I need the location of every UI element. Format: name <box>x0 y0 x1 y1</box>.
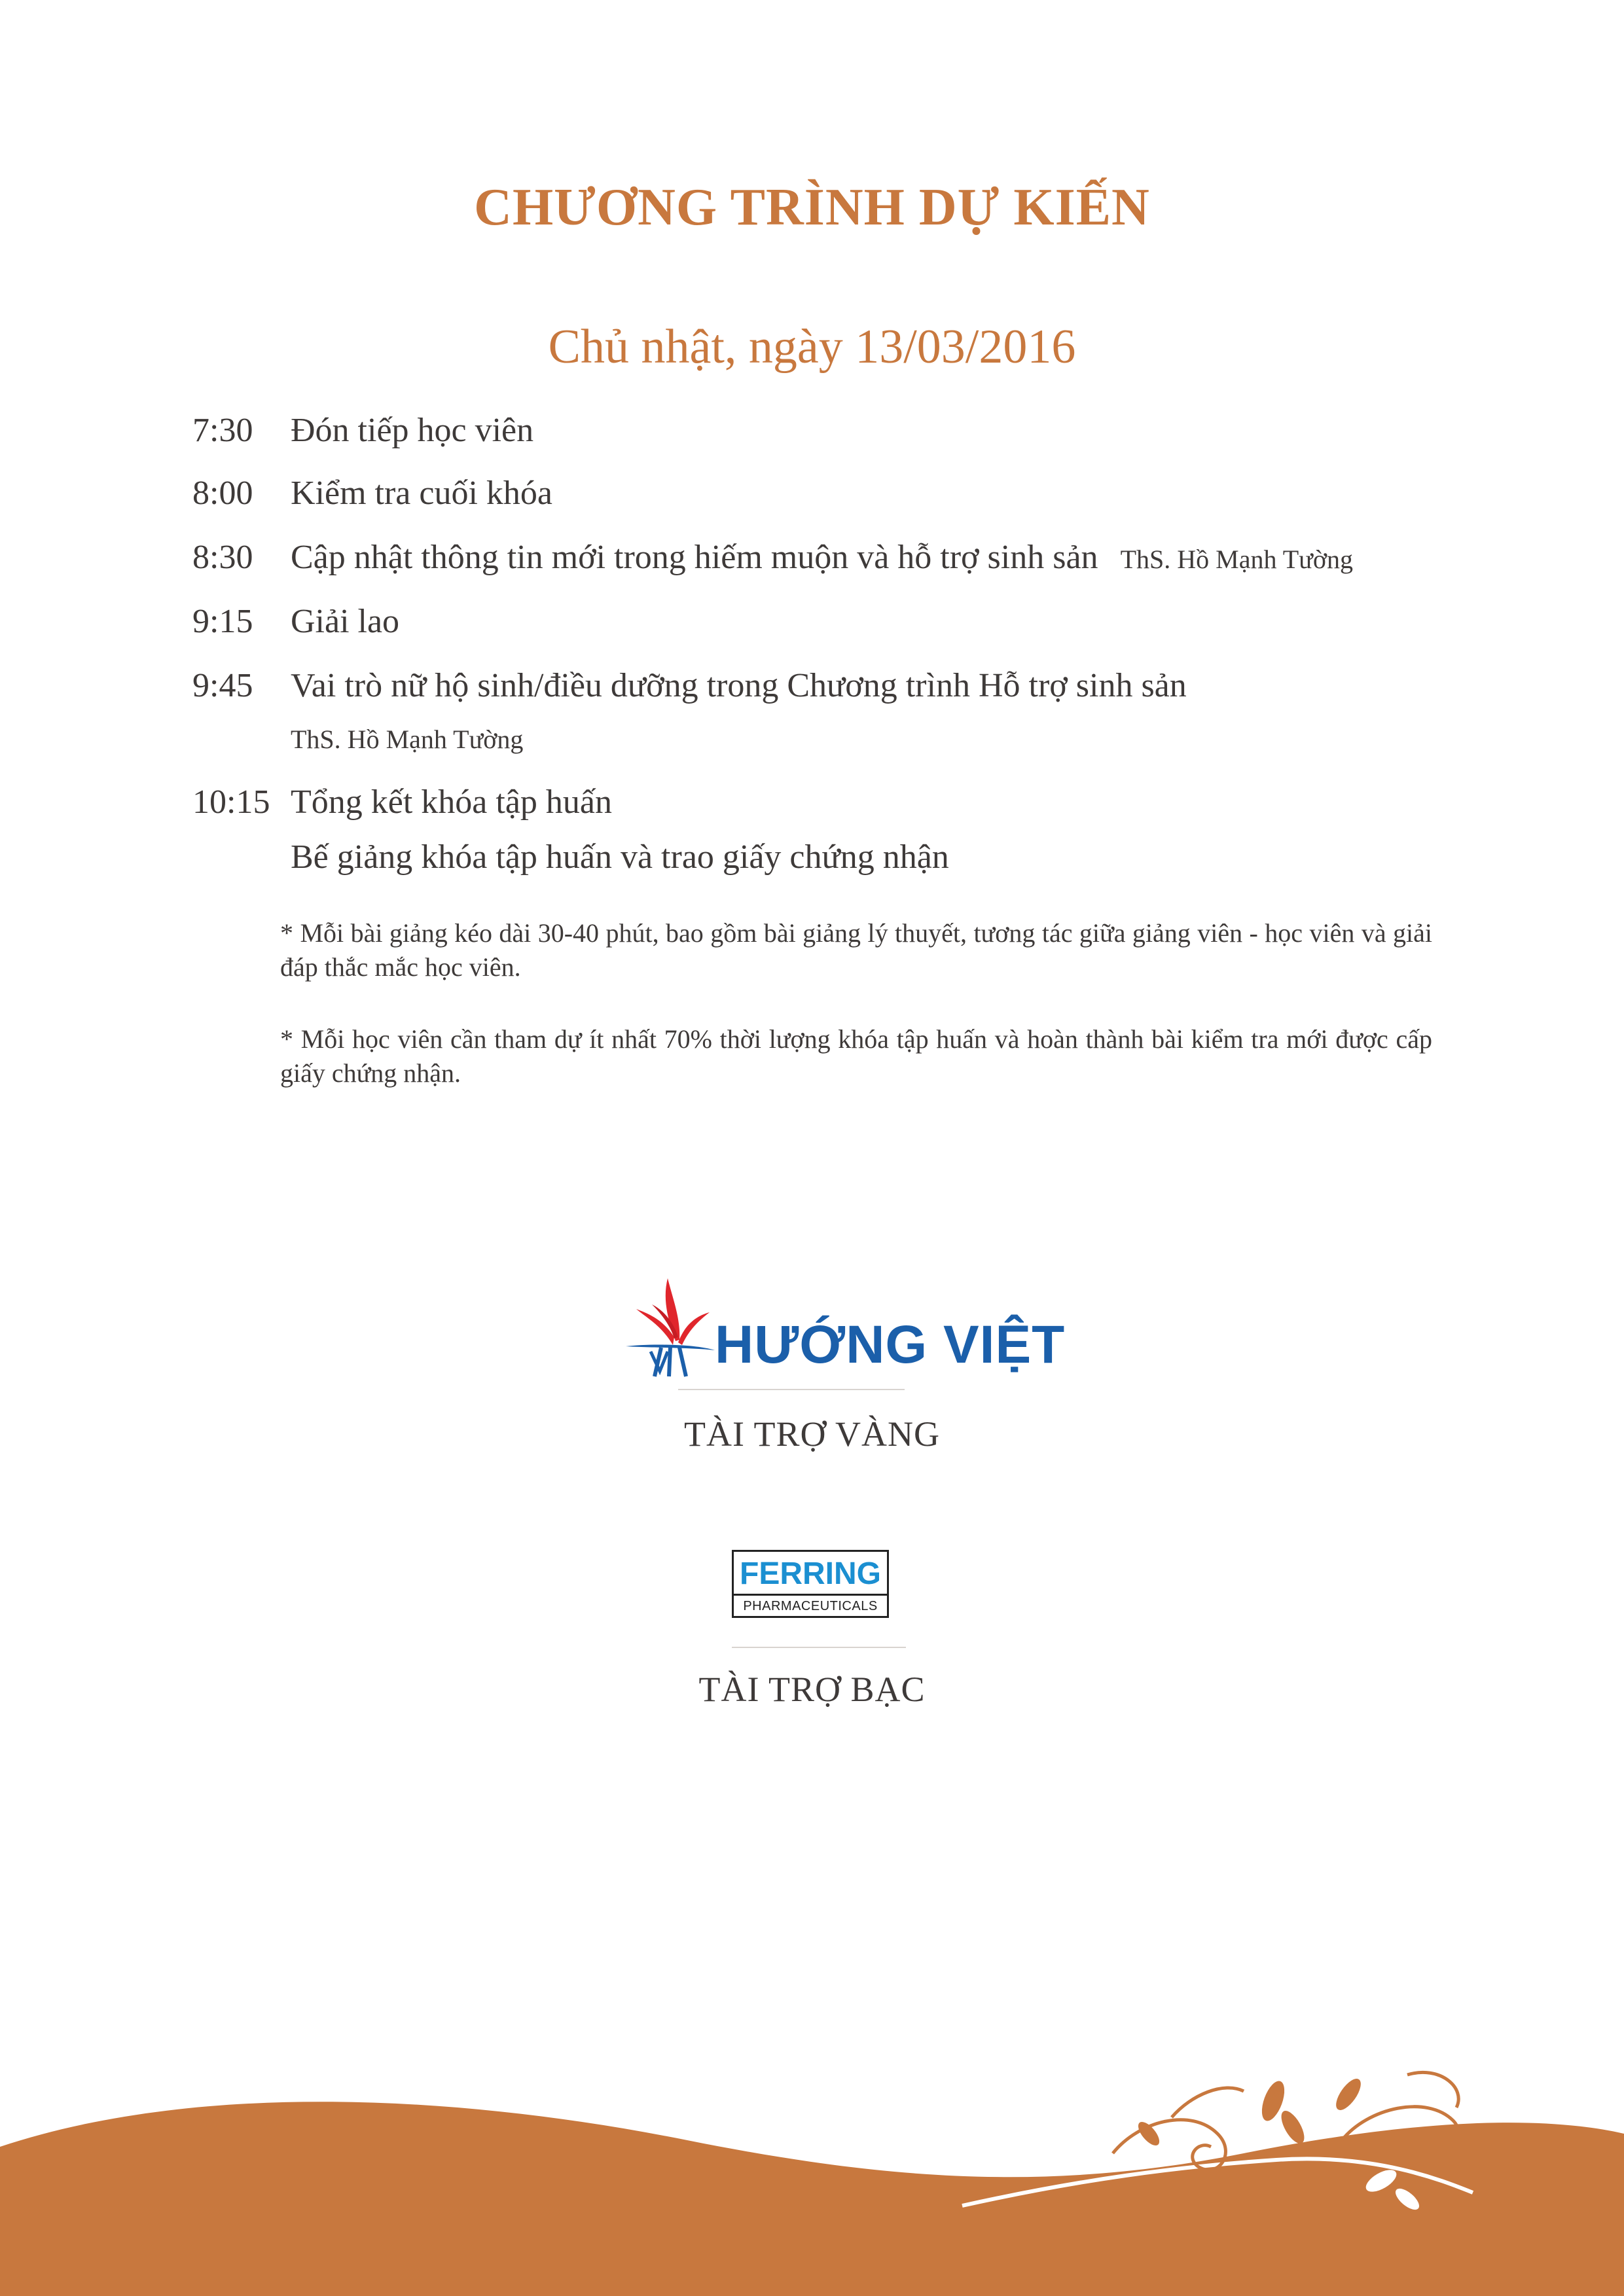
page-title: CHƯƠNG TRÌNH DỰ KIẾN <box>474 179 1150 236</box>
schedule-row <box>192 538 1353 577</box>
schedule-speaker: ThS. Hồ Mạnh Tường <box>291 725 524 754</box>
sponsor-divider <box>732 1647 906 1648</box>
footnote: * Mỗi học viên cần tham dự ít nhất 70% thời lượng khóa tập huấn và hoàn thành bài kiểm tra mới được cấp giấy chứng nhận. <box>280 1024 1432 1088</box>
schedule-activity: Kiểm tra cuối khóa <box>291 475 552 512</box>
schedule-time: 10:15 <box>192 783 270 821</box>
schedule-time: 7:30 <box>192 412 253 449</box>
schedule-activity: Tổng kết khóa tập huấn <box>291 783 612 821</box>
schedule-time: 8:00 <box>192 475 253 512</box>
schedule-time: 8:30 <box>192 539 253 576</box>
ferring-logo-divider <box>734 1594 887 1596</box>
schedule-speaker: ThS. Hồ Mạnh Tường <box>1120 545 1353 574</box>
ferring-logo-text: FERRING <box>740 1556 881 1591</box>
huong-viet-logo-text: HƯỚNG VIỆT <box>715 1315 1066 1374</box>
schedule-time: 9:45 <box>192 667 253 704</box>
sponsor-divider <box>678 1389 905 1390</box>
schedule-row <box>192 602 399 641</box>
schedule-activity-secondary: Bế giảng khóa tập huấn và trao giấy chứng nhận <box>291 838 949 876</box>
schedule-activity: Đón tiếp học viên <box>291 412 534 449</box>
schedule-activity: Vai trò nữ hộ sinh/điều dưỡng trong Chương trình Hỗ trợ sinh sản <box>291 667 1187 704</box>
schedule-row <box>192 783 612 821</box>
schedule-row <box>192 411 533 450</box>
schedule-activity: Cập nhật thông tin mới trong hiếm muộn và hỗ trợ sinh sản <box>291 539 1098 576</box>
decorative-wave <box>0 2068 1624 2296</box>
schedule-time: 9:15 <box>192 603 253 640</box>
schedule-row <box>192 474 552 512</box>
schedule-row <box>192 666 1187 705</box>
gold-sponsor-label: TÀI TRỢ VÀNG <box>683 1414 940 1454</box>
silver-sponsor-label: TÀI TRỢ BẠC <box>698 1670 926 1709</box>
schedule-activity: Giải lao <box>291 603 400 640</box>
ferring-logo <box>732 1550 889 1618</box>
ferring-logo-subtext: PHARMACEUTICALS <box>743 1599 878 1613</box>
event-date: Chủ nhật, ngày 13/03/2016 <box>548 320 1076 374</box>
huong-viet-flower-icon <box>622 1273 717 1378</box>
footnote: * Mỗi bài giảng kéo dài 30-40 phút, bao gồm bài giảng lý thuyết, tương tác giữa giảng viên - học viên và giải đáp thắc mắc học viên. <box>280 918 1432 982</box>
